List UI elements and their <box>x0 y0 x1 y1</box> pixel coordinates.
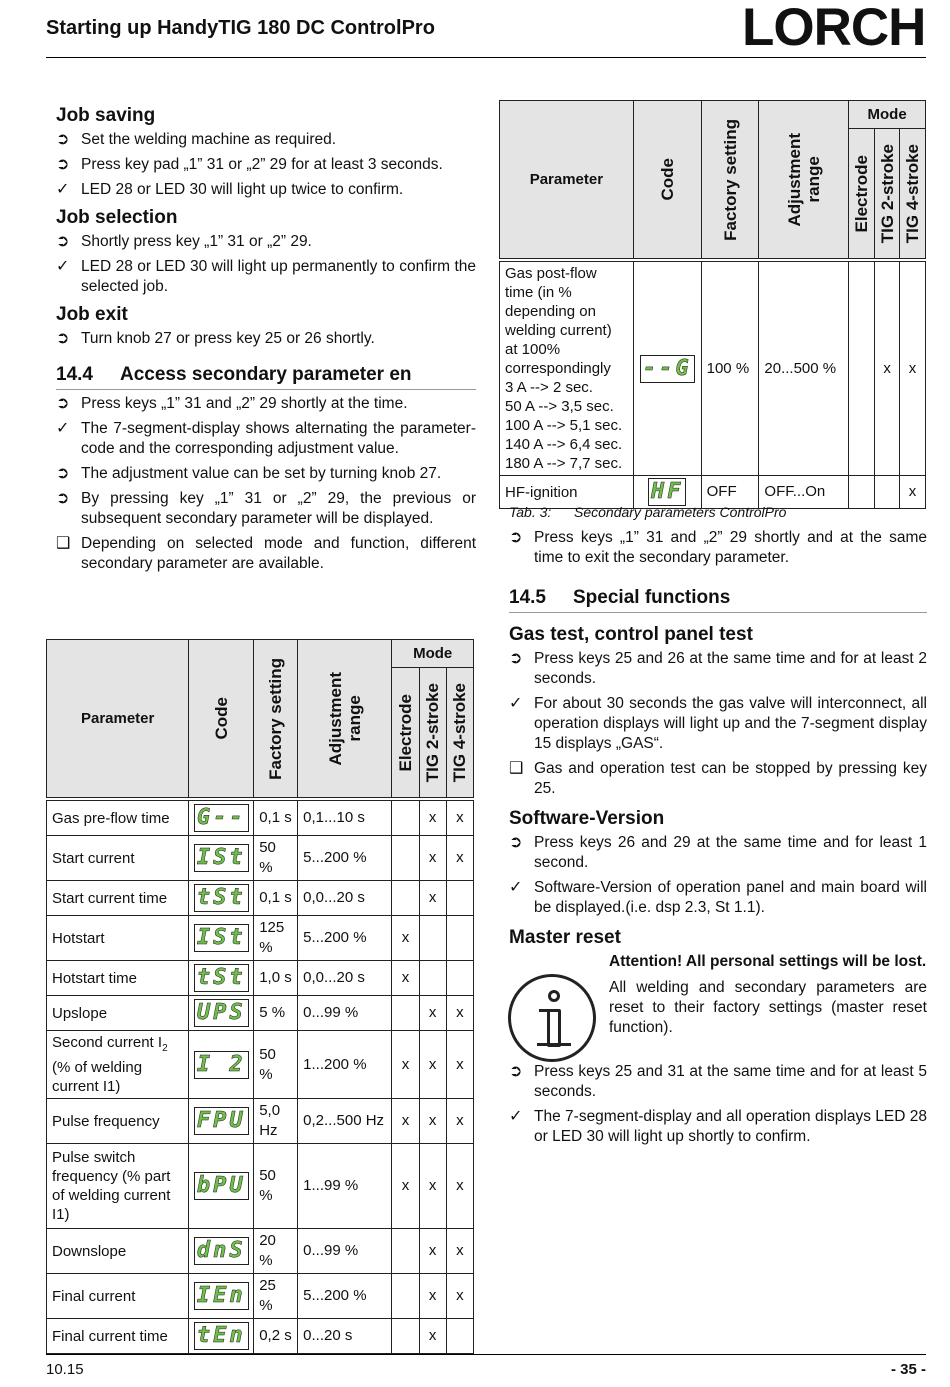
cell-tig-2-stroke: x <box>419 801 446 836</box>
cell-electrode: x <box>392 1099 419 1144</box>
heading-software-version: Software-Version <box>509 808 665 829</box>
cell-tig-2-stroke: x <box>419 1144 446 1229</box>
cell-code <box>189 1319 254 1354</box>
box-bullet-icon: ❑ <box>509 760 524 777</box>
arrow-bullet-icon: ➲ <box>56 233 70 250</box>
cell-code <box>189 801 254 836</box>
cell-tig-4-stroke: x <box>446 1099 473 1144</box>
cell-tig-2-stroke: x <box>419 881 446 916</box>
seven-segment-display: FPU <box>194 1107 249 1135</box>
cell-parameter: Gas post-flow time (in % depending on welding current) at 100% correspondingly 3 A --> 2 sec. 50 A --> 3,5 sec. 100 A --> 5,1 sec. 140 A --> 6,4 sec. 180 A --> 7,7 sec. <box>500 262 634 476</box>
arrow-bullet-icon: ➲ <box>56 465 70 482</box>
col-header-mode: Mode <box>392 640 474 668</box>
check-bullet-icon: ✓ <box>509 1108 523 1125</box>
note-text: All welding and secondary parameters are reset to their factory settings (master reset function). <box>609 979 927 1036</box>
check-bullet-icon: ✓ <box>56 181 70 198</box>
arrow-bullet-icon: ➲ <box>509 834 523 851</box>
table-row <box>47 1319 474 1354</box>
cell-factory-setting: 5,0 Hz <box>254 1099 298 1144</box>
cell-factory-setting: 25 % <box>254 1274 298 1319</box>
arrow-bullet-icon: ➲ <box>56 330 70 347</box>
list-item: ✓ The 7-segment-display and all operation displays LED 28 or LED 30 will light up shortly to confirm. <box>509 1108 927 1145</box>
cell-code <box>189 836 254 881</box>
col-header-electrode: Electrode <box>392 668 419 798</box>
list-item: ✓ LED 28 or LED 30 will light up twice to confirm. <box>56 181 404 198</box>
cell-code <box>189 1031 254 1099</box>
cell-adjustment-range: 5...200 % <box>298 916 392 961</box>
cell-tig-2-stroke: x <box>419 1031 446 1099</box>
cell-electrode <box>392 1274 419 1319</box>
cell-factory-setting: 5 % <box>254 996 298 1031</box>
col-header-tig-4-stroke: TIG 4-stroke <box>446 668 473 798</box>
table-row <box>47 996 474 1031</box>
cell-adjustment-range: 5...200 % <box>298 1274 392 1319</box>
cell-factory-setting: 50 % <box>254 836 298 881</box>
check-bullet-icon: ✓ <box>56 258 70 275</box>
right-column <box>509 528 927 1152</box>
cell-adjustment-range: 0...20 s <box>298 1319 392 1354</box>
seven-segment-display: HF <box>648 478 687 506</box>
table-row <box>47 801 474 836</box>
cell-parameter: Downslope <box>47 1229 189 1274</box>
seven-segment-display: --G <box>640 355 695 383</box>
cell-electrode: x <box>392 916 419 961</box>
seven-segment-display: ISt <box>194 844 249 872</box>
cell-adjustment-range: 1...99 % <box>298 1144 392 1229</box>
section-heading-14-4: 14.4 Access secondary parameter en <box>56 363 476 390</box>
cell-parameter: HF-ignition <box>500 476 634 509</box>
cell-factory-setting: 0,1 s <box>254 881 298 916</box>
list-item: ❑ Depending on selected mode and function, different secondary parameter are available. <box>56 535 476 572</box>
cell-code <box>189 881 254 916</box>
cell-code <box>189 1144 254 1229</box>
cell-tig-4-stroke <box>446 881 473 916</box>
cell-adjustment-range: 5...200 % <box>298 836 392 881</box>
cell-parameter: Pulse switch frequency (% part of welding current I1) <box>47 1144 189 1229</box>
cell-adjustment-range: 1...200 % <box>298 1031 392 1099</box>
col-header-tig-2-stroke: TIG 2-stroke <box>875 129 900 259</box>
cell-adjustment-range: 0...99 % <box>298 1229 392 1274</box>
col-header-parameter: Parameter <box>500 101 634 259</box>
cell-tig-2-stroke: x <box>875 262 900 476</box>
list-item: ➲ Set the welding machine as required. <box>56 131 337 148</box>
cell-electrode <box>392 1229 419 1274</box>
cell-factory-setting: 100 % <box>701 262 759 476</box>
list-item: ✓ For about 30 seconds the gas valve will interconnect, all operation displays will light up and the 7-segment display 15 displays „GAS“. <box>509 695 927 752</box>
cell-code <box>189 1274 254 1319</box>
cell-electrode: x <box>392 961 419 996</box>
cell-electrode: x <box>392 1031 419 1099</box>
cell-electrode <box>392 1319 419 1354</box>
col-header-mode: Mode <box>849 101 926 129</box>
table-row <box>47 1144 474 1229</box>
col-header-adjustment-range: Adjustment range <box>759 101 849 259</box>
cell-adjustment-range: 0,0...20 s <box>298 881 392 916</box>
arrow-bullet-icon: ➲ <box>509 1063 523 1080</box>
cell-tig-2-stroke: x <box>419 836 446 881</box>
seven-segment-display: IEn <box>194 1282 249 1310</box>
col-header-code: Code <box>189 640 254 798</box>
col-header-factory-setting: Factory setting <box>701 101 759 259</box>
brand-logo: LORCH <box>742 0 926 57</box>
cell-tig-2-stroke: x <box>419 1274 446 1319</box>
table-row <box>47 1229 474 1274</box>
cell-tig-4-stroke: x <box>446 1031 473 1099</box>
seven-segment-display: bPU <box>194 1172 249 1200</box>
heading-job-exit: Job exit <box>56 304 128 325</box>
left-column <box>56 104 476 579</box>
table-caption: Tab. 3: Secondary parameters ControlPro <box>509 504 787 520</box>
cell-factory-setting: 20 % <box>254 1229 298 1274</box>
seven-segment-display: I 2 <box>194 1051 249 1079</box>
seven-segment-display: dnS <box>194 1237 249 1265</box>
cell-tig-4-stroke: x <box>446 1229 473 1274</box>
cell-adjustment-range: 0,0...20 s <box>298 961 392 996</box>
box-bullet-icon: ❑ <box>56 535 71 552</box>
list-item: ➲ Press key pad „1” 31 or „2” 29 for at least 3 seconds. <box>56 156 443 173</box>
cell-tig-4-stroke <box>446 916 473 961</box>
cell-parameter: Start current time <box>47 881 189 916</box>
cell-tig-4-stroke <box>446 961 473 996</box>
check-bullet-icon: ✓ <box>509 879 523 896</box>
cell-tig-2-stroke: x <box>419 996 446 1031</box>
cell-factory-setting: 50 % <box>254 1144 298 1229</box>
arrow-bullet-icon: ➲ <box>56 156 70 173</box>
cell-tig-4-stroke: x <box>900 476 926 509</box>
heading-job-saving: Job saving <box>56 105 156 126</box>
list-item: ✓ LED 28 or LED 30 will light up permanently to confirm the selected job. <box>56 258 476 295</box>
cell-parameter: Start current <box>47 836 189 881</box>
arrow-bullet-icon: ➲ <box>56 131 70 148</box>
list-item: ➲ Shortly press key „1” 31 or „2” 29. <box>56 233 312 250</box>
cell-parameter: Gas pre-flow time <box>47 801 189 836</box>
cell-adjustment-range: OFF...On <box>759 476 849 509</box>
footer-divider <box>46 1354 926 1355</box>
list-item: ➲ Press keys 25 and 26 at the same time and for at least 2 seconds. <box>509 650 927 687</box>
list-item: ➲ Press keys 25 and 31 at the same time and for at least 5 seconds. <box>509 1063 927 1100</box>
table-row <box>47 1274 474 1319</box>
seven-segment-display: G-- <box>194 804 249 832</box>
heading-master-reset: Master reset <box>509 927 621 948</box>
seven-segment-display: UPS <box>194 999 249 1027</box>
cell-adjustment-range: 0...99 % <box>298 996 392 1031</box>
list-item: ❑ Gas and operation test can be stopped by pressing key 25. <box>509 760 927 797</box>
cell-parameter: Final current time <box>47 1319 189 1354</box>
cell-parameter: Hotstart <box>47 916 189 961</box>
table-row <box>47 1099 474 1144</box>
cell-parameter: Final current <box>47 1274 189 1319</box>
cell-factory-setting: 125 % <box>254 916 298 961</box>
cell-electrode <box>392 881 419 916</box>
table-body <box>47 801 474 1354</box>
cell-tig-4-stroke: x <box>900 262 926 476</box>
cell-tig-2-stroke <box>875 476 900 509</box>
info-icon <box>508 974 596 1062</box>
col-header-adjustment-range: Adjustment range <box>298 640 392 798</box>
footer-date: 10.15 <box>46 1361 84 1378</box>
table-row <box>500 262 926 476</box>
table-row <box>47 916 474 961</box>
secondary-parameter-table <box>46 639 474 1354</box>
heading-gas-test: Gas test, control panel test <box>509 624 753 645</box>
cell-parameter: Hotstart time <box>47 961 189 996</box>
table-row <box>47 1031 474 1099</box>
cell-code <box>189 996 254 1031</box>
col-header-parameter: Parameter <box>47 640 189 798</box>
cell-tig-4-stroke: x <box>446 1144 473 1229</box>
list-item: ➲ By pressing key „1” 31 or „2” 29, the previous or subsequent secondary parameter will be displayed. <box>56 490 476 527</box>
col-header-factory-setting: Factory setting <box>254 640 298 798</box>
cell-tig-2-stroke: x <box>419 1229 446 1274</box>
section-heading-14-5: 14.5 Special functions <box>509 586 927 613</box>
cell-factory-setting: 0,1 s <box>254 801 298 836</box>
cell-code <box>189 1099 254 1144</box>
cell-tig-4-stroke: x <box>446 801 473 836</box>
cell-tig-4-stroke: x <box>446 996 473 1031</box>
cell-factory-setting: 1,0 s <box>254 961 298 996</box>
cell-tig-4-stroke: x <box>446 1274 473 1319</box>
cell-electrode <box>392 836 419 881</box>
table-row <box>47 881 474 916</box>
cell-electrode <box>392 996 419 1031</box>
attention-text: Attention! All personal settings will be lost. <box>609 953 927 970</box>
cell-parameter: Upslope <box>47 996 189 1031</box>
seven-segment-display: ISt <box>194 924 249 952</box>
arrow-bullet-icon: ➲ <box>509 650 523 667</box>
check-bullet-icon: ✓ <box>509 695 523 712</box>
cell-adjustment-range: 20...500 % <box>759 262 849 476</box>
cell-tig-2-stroke <box>419 916 446 961</box>
cell-factory-setting: 0,2 s <box>254 1319 298 1354</box>
seven-segment-display: tSt <box>194 964 249 992</box>
header-divider <box>46 57 926 58</box>
secondary-parameter-table-continued <box>499 100 926 509</box>
cell-code <box>189 961 254 996</box>
col-header-tig-4-stroke: TIG 4-stroke <box>900 129 926 259</box>
heading-job-selection: Job selection <box>56 207 178 228</box>
cell-electrode: x <box>392 1144 419 1229</box>
list-item: ➲ Press keys 26 and 29 at the same time and for least 1 second. <box>509 834 927 871</box>
list-item: ➲ Press keys „1” 31 and „2” 29 shortly at the time. <box>56 395 408 412</box>
cell-tig-4-stroke <box>446 1319 473 1354</box>
col-header-tig-2-stroke: TIG 2-stroke <box>419 668 446 798</box>
col-header-code: Code <box>633 101 701 259</box>
cell-electrode <box>392 801 419 836</box>
cell-electrode <box>849 476 875 509</box>
table-row <box>47 961 474 996</box>
list-item: ➲ Press keys „1” 31 and „2” 29 shortly and at the same time to exit the secondary parameter. <box>509 529 927 566</box>
arrow-bullet-icon: ➲ <box>509 529 523 546</box>
cell-parameter: Pulse frequency <box>47 1099 189 1144</box>
cell-code <box>189 916 254 961</box>
arrow-bullet-icon: ➲ <box>56 395 70 412</box>
list-item: ➲ The adjustment value can be set by turning knob 27. <box>56 465 442 482</box>
cell-code <box>633 262 701 476</box>
cell-tig-2-stroke <box>419 961 446 996</box>
cell-factory-setting: OFF <box>701 476 759 509</box>
col-header-electrode: Electrode <box>849 129 875 259</box>
arrow-bullet-icon: ➲ <box>56 490 70 507</box>
cell-tig-2-stroke: x <box>419 1319 446 1354</box>
cell-factory-setting: 50 % <box>254 1031 298 1099</box>
cell-tig-2-stroke: x <box>419 1099 446 1144</box>
cell-tig-4-stroke: x <box>446 836 473 881</box>
list-item: ✓ The 7-segment-display shows alternating the parameter-code and the corresponding adjustment value. <box>56 420 476 457</box>
seven-segment-display: tEn <box>194 1322 249 1350</box>
table-body <box>500 262 926 509</box>
check-bullet-icon: ✓ <box>56 420 70 437</box>
cell-adjustment-range: 0,2...500 Hz <box>298 1099 392 1144</box>
cell-parameter: Second current $I_2$ (% of welding current I1) <box>47 1031 189 1099</box>
list-item: ➲ Turn knob 27 or press key 25 or 26 shortly. <box>56 330 375 347</box>
cell-adjustment-range: 0,1...10 s <box>298 801 392 836</box>
table-row <box>47 836 474 881</box>
cell-electrode <box>849 262 875 476</box>
list-item: ✓ Software-Version of operation panel and main board will be displayed.(i.e. dsp 2.3, St 1.1). <box>509 879 927 916</box>
page-number: - 35 - <box>890 1361 926 1378</box>
cell-code <box>189 1229 254 1274</box>
page-title: Starting up HandyTIG 180 DC ControlPro <box>46 17 435 39</box>
seven-segment-display: tSt <box>194 884 249 912</box>
